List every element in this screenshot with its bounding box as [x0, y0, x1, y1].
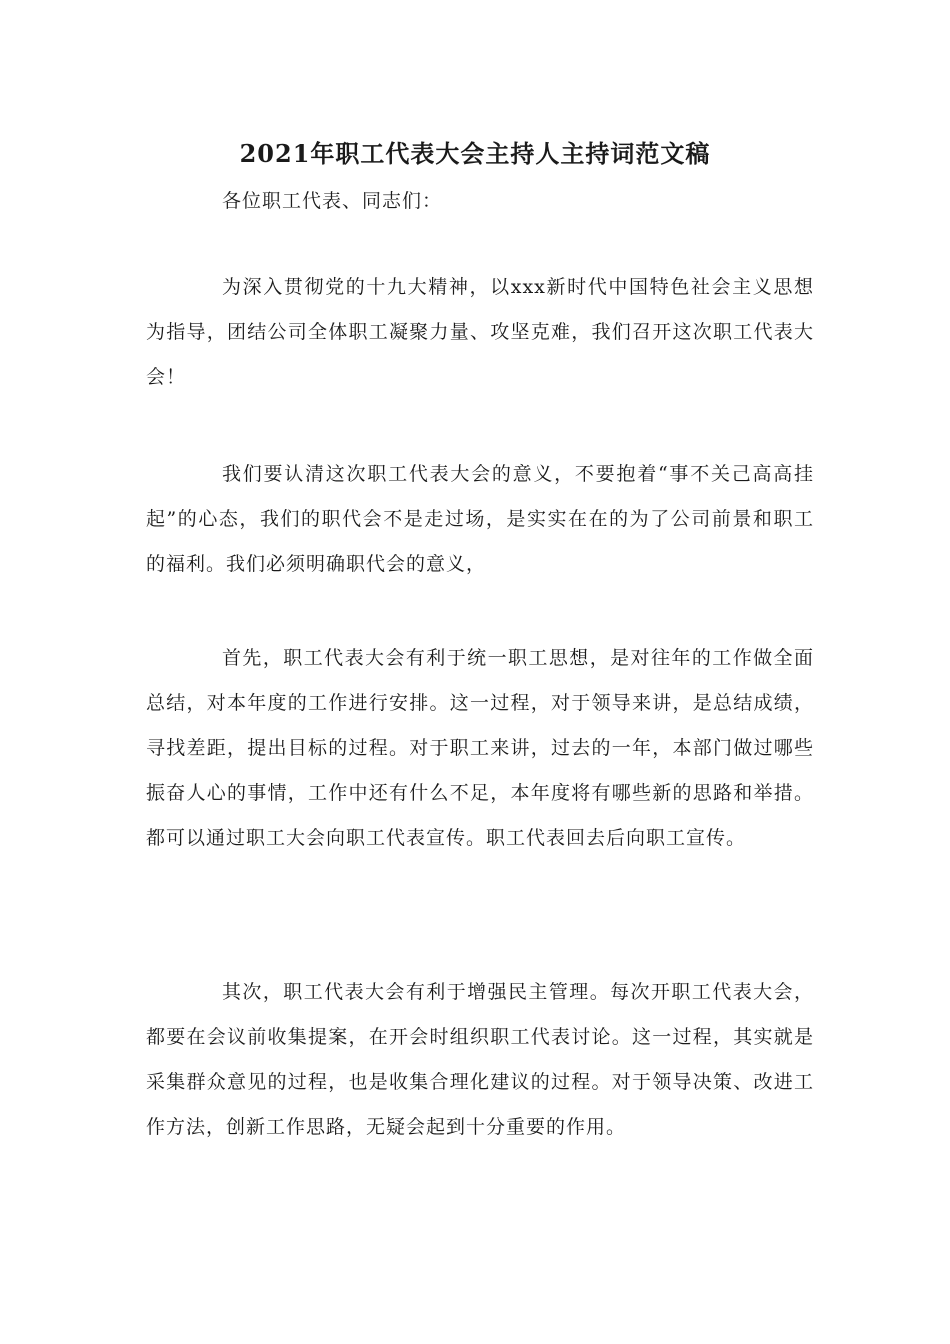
document-title: 2021年职工代表大会主持人主持词范文稿: [239, 139, 711, 168]
paragraph-1: 为深入贯彻党的十九大精神，以xxx新时代中国特色社会主义思想为指导，团结公司全体职工凝聚力量、攻坚克难，我们召开这次职工代表大会！: [146, 276, 814, 388]
paragraph-3: 首先，职工代表大会有利于统一职工思想，是对往年的工作做全面总结，对本年度的工作进行安排。这一过程，对于领导来讲，是总结成绩，寻找差距，提出目标的过程。对于职工来讲，过去的一年，本部门做过哪些振奋人心的事情，工作中还有什么不足，本年度将有哪些新的思路和举措。都可以通过职工大会向职工代表宣传。职工代表回去后向职工宣传。: [146, 647, 814, 849]
paragraph-4: 其次，职工代表大会有利于增强民主管理。每次开职工代表大会，都要在会议前收集提案，在开会时组织职工代表讨论。这一过程，其实就是采集群众意见的过程，也是收集合理化建议的过程。对于领导决策、改进工作方法，创新工作思路，无疑会起到十分重要的作用。: [146, 981, 814, 1138]
salutation: 各位职工代表、同志们：: [222, 190, 443, 212]
paragraph-2: 我们要认清这次职工代表大会的意义，不要抱着“事不关己高高挂起”的心态，我们的职代会不是走过场，是实实在在的为了公司前景和职工的福利。我们必须明确职代会的意义，: [146, 463, 814, 575]
